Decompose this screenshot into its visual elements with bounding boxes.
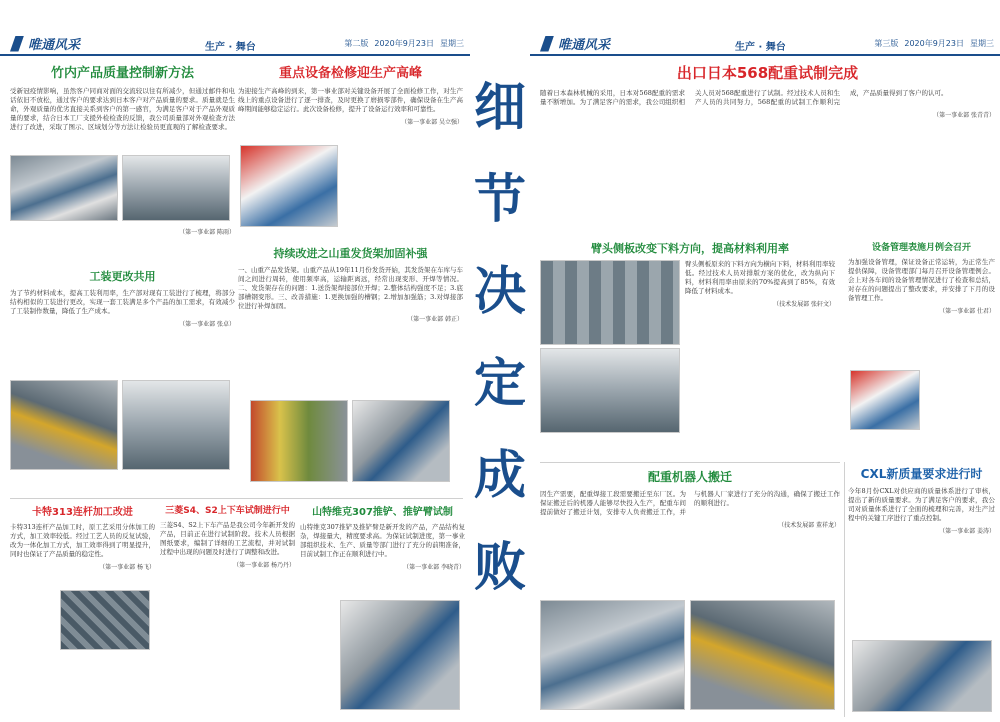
loader-photo [60,590,150,650]
article-tooling-author: （第一事业部 张卓） [179,321,235,328]
right-weekday: 星期三 [970,39,994,48]
article-tooling-title: 工装更改共用 [89,270,156,283]
arm-photo-2 [540,348,680,433]
article-loader-author: （第一事业部 杨飞） [99,564,155,571]
center-banner [470,0,530,722]
article-robot-author: （技术发展部 董祥龙） [778,522,840,529]
article-arm-author: （技术发展部 张轩文） [773,301,835,308]
center-banner-char: 节 [473,169,526,230]
article-shantui-title: 山特维克307推铲、推铲臂试制 [312,507,453,518]
center-banner-char: 细 [473,77,526,138]
right-issue-meta [874,38,994,49]
article-cxl-title: CXL新质量要求进行时 [860,467,983,481]
article-arm-text [685,260,835,460]
left-issue-meta [344,38,464,49]
article-bamboo-body: 受新冠疫情影响，虽然客户同商对面的交流较以往有所减少，但通过邮件和电话依旧不放松，通过客户的要求达到日本客户对产品质量的要求。质量就是生命，外观质量的优劣直接关系到客户的第一感官，为满足客户对于产品外观质量的要求，结合日本工厂支援外检检查的反馈，我公司质量部对外观检查方法进行了改进，采取了图示、区域划分等方法让检验员更直观的了解检查要求。 [10,87,235,131]
right-header-rule [530,54,1000,56]
management-photo [850,370,920,430]
article-loader-title: 卡特313连杆加工改进 [32,507,133,518]
article-bamboo-title: 竹内产品质量控制新方法 [50,66,194,81]
left-page [0,0,470,722]
article-arm-title: 臂头侧板改变下料方向，提高材料利用率 [591,242,789,255]
article-transform [160,503,295,718]
article-tooling [10,268,235,398]
article-export-body: 随着日本森林机械的采用，日本对568配重的需求量不断增加。为了满足客户的需求，我公司组织相关人员对568配重进行了试制。经过技术人员和生产人员的共同努力，568配重的试制工作顺利完成，产品质量得到了客户的认可。 [540,89,948,106]
robot-photo-1 [540,600,685,710]
article-improvement-author: （第一事业部 韩正） [407,316,463,323]
article-equipment-title: 重点设备检修迎生产高峰 [278,66,422,81]
article-export-title: 出口日本568配重试制完成 [676,64,859,82]
left-date: 2020年9月23日 [374,39,434,48]
article-equipment-body: 为迎接生产高峰的到来，第一事业部对关键设备开展了全面检修工作，对生产线上的重点设备进行了逐一排查，及时更换了磨损零部件，确保设备在生产高峰期间能够稳定运行。此次设备检修，提升了设备运行效率和可靠性。 [238,87,463,113]
right-header [530,0,1000,58]
article-management-title: 设备管理表施月例会召开 [871,243,971,253]
article-shantui-body: 山特维克307推铲及推铲臂是新开发的产品，产品结构复杂，焊接量大，精度要求高。为保证试制进度，第一事业部组织技术、生产、质量等部门进行了充分的前期准备，目前试制工作正在顺利进行中。 [300,523,465,558]
article-robot-body: 因生产需要，配重焊接工段需要搬迁至东厂区。为保证搬迁后的机器人能够尽快投入生产，配重车间提前做好了搬迁计划，安排专人负责搬迁工作，并与机器人厂家进行了充分的沟通，确保了搬迁工作的顺利进行。 [540,490,840,516]
article-arm-body: 臂头侧板原来的下料方向为横向下料，材料利用率较低。经过技术人员对排版方案的优化，改为纵向下料，材料利用率由原来的70%提高到了85%，有效降低了材料成本。 [685,260,835,295]
right-logo [540,34,610,53]
article-improvement-title: 持续改进之山重发货架加固补强 [273,247,428,260]
left-logo [10,34,80,53]
right-logo-text: 唯通风采 [558,38,611,53]
equipment-photo [240,145,338,227]
right-date: 2020年9月23日 [904,39,964,48]
tooling-photo-1 [10,380,118,470]
left-section-name: 生产 · 舞台 [205,42,256,53]
arm-photo-1 [540,260,680,345]
article-robot-title: 配重机器人搬迁 [647,470,732,484]
right-edition: 第三版 [874,39,899,48]
right-divider-v [844,462,845,717]
left-weekday: 星期三 [440,39,464,48]
left-header [0,0,470,58]
center-banner-char: 决 [473,261,526,322]
cxl-photo [852,640,992,712]
article-export [540,62,995,237]
right-divider [540,462,840,463]
article-bamboo-author: （第一事业部 陈雨） [179,229,235,236]
bamboo-photo-1 [10,155,118,221]
shantui-photo [340,600,460,710]
article-loader-body: 卡特313连杆产品加工时，原工艺采用分体加工的方式，加工效率较低。经过工艺人员的反复试验，改为一体化加工方式，加工效率得到了明显提升，同时也保证了产品质量的稳定性。 [10,523,155,558]
bamboo-photo-2 [122,155,230,221]
center-banner-char: 成 [473,445,526,506]
left-logo-text: 唯通风采 [28,38,81,53]
improvement-photo-2 [352,400,450,482]
article-export-author: （第一事业部 张青青） [933,112,995,119]
tooling-photo-2 [122,380,230,470]
left-header-rule [0,54,470,56]
article-transform-body: 三菱S4、S2上下车产品是我公司今年新开发的产品，目前正在进行试制阶段。技术人员根据图纸要求，编制了详细的工艺流程，并对试制过程中出现的问题及时进行了调整和改进。 [160,521,295,556]
article-transform-author: （第一事业部 杨乃丹） [233,562,295,569]
center-banner-char: 定 [473,353,526,414]
article-management-author: （第一事业部 仕君） [939,308,995,315]
left-edition: 第二版 [344,39,369,48]
article-cxl-author: （第一事业部 姜涛） [939,528,995,535]
article-transform-title: 三菱S4、S2上下车试制进行中 [165,506,290,516]
improvement-photo-1 [250,400,348,482]
article-improvement-body: 一、山重产品发货架。山重产品从19年11月份发货开始，其发货架在车库与车间之间进行周转，使用频率高，运输距离远，经常出现变形、开焊等情况。二、发货架存在的问题：1.送货架焊接部位开焊；2.整体结构强度不足；3.底部槽钢变形。三、改善措施：1.更换加强的槽钢；2.增加加强筋；3.对焊接部位进行补焊加固。 [238,266,463,310]
article-tooling-body: 为了节约材料成本，提高工装利用率，生产部对现有工装进行了梳理，将部分结构相似的工装进行更改，实现一套工装满足多个产品的加工需求，有效减少了工装制作数量，降低了生产成本。 [10,289,235,315]
article-bamboo-tail [10,224,235,264]
article-equipment-author: （第一事业部 吴立强） [401,119,463,126]
left-divider [10,498,463,499]
right-page [530,0,1000,722]
logo-mark-icon [540,36,554,52]
right-section-name: 生产 · 舞台 [735,42,786,53]
robot-photo-2 [690,600,835,710]
article-cxl-body: 今年8月份CXL对供应商的质量体系进行了审核，提出了新的质量要求。为了满足客户的要求，我公司对质量体系进行了全面的梳理和完善，对生产过程中的关键工序进行了重点控制。 [848,487,995,522]
article-management-body: 为加强设备管理，保证设备正常运转，为正常生产提供保障，设备管理部门每月召开设备管理例会。会上对各车间的设备管理情况进行了检查和总结，对存在的问题提出了整改要求，并安排了下月的设备管理工作。 [848,258,995,302]
logo-mark-icon [10,36,24,52]
article-shantui-author: （第一事业部 李晓青） [403,564,465,571]
center-banner-char: 败 [473,537,526,598]
